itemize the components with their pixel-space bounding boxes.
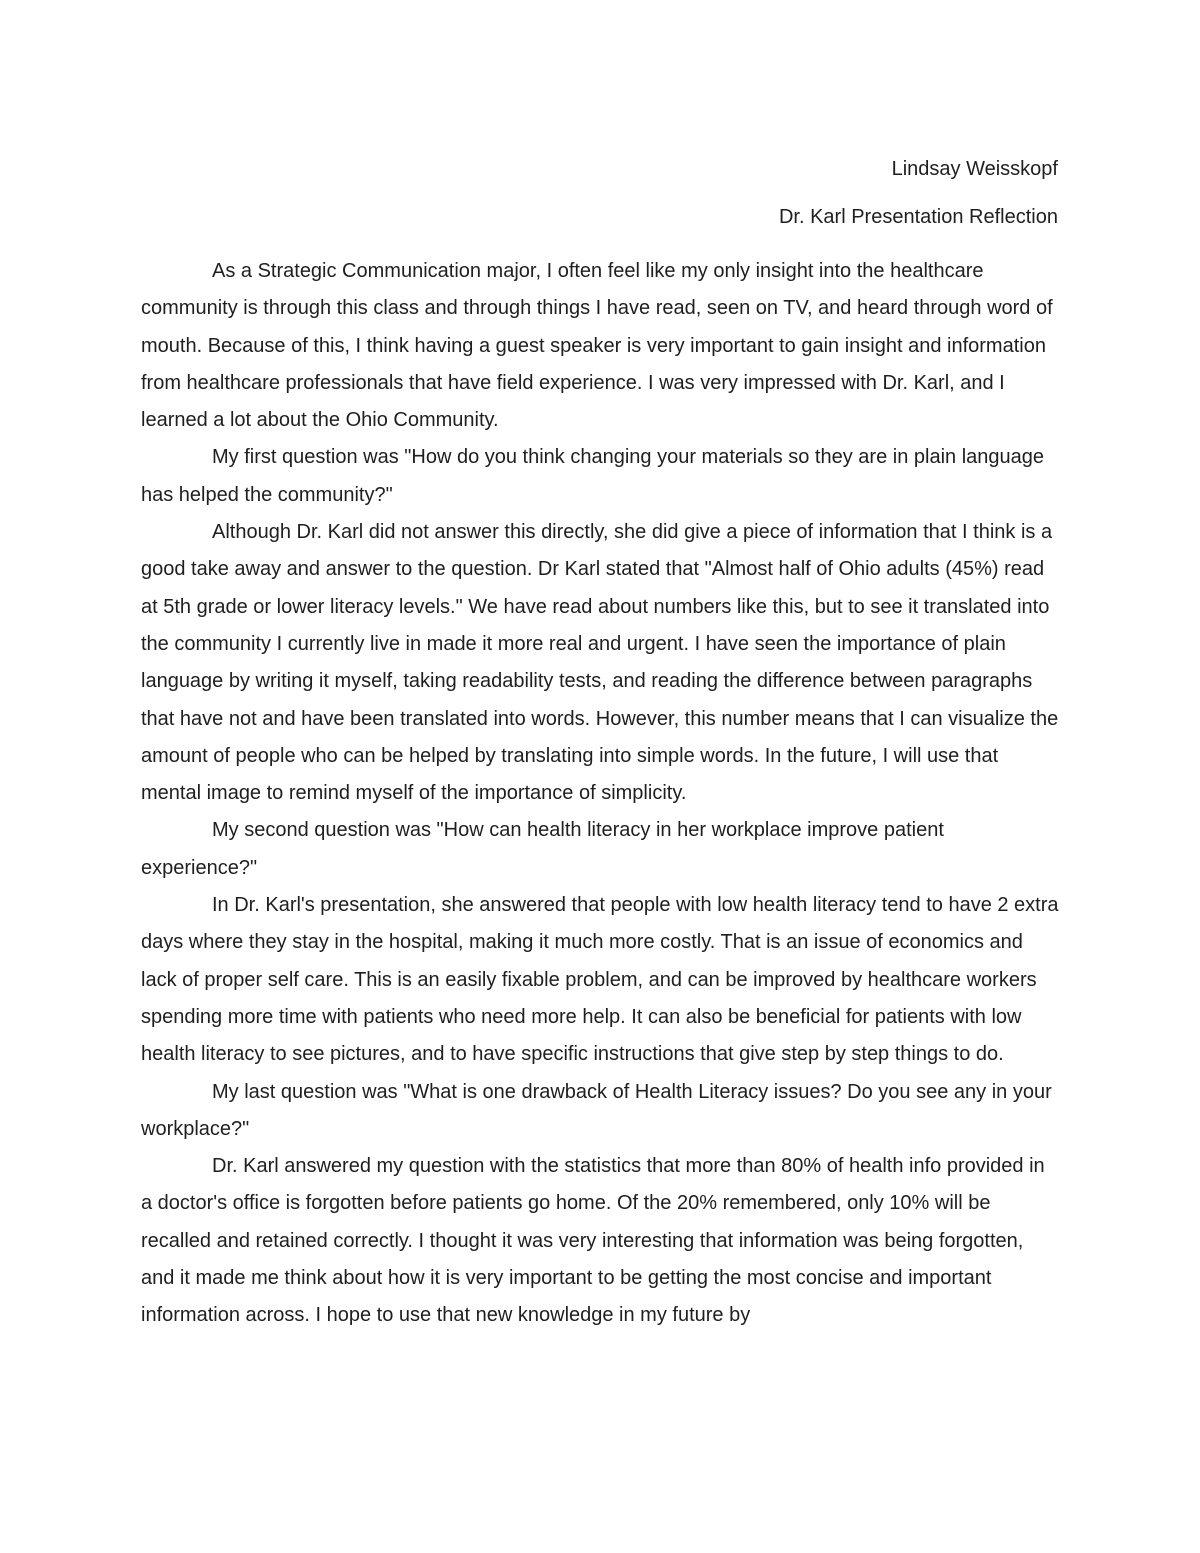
- paragraph-second-answer: In Dr. Karl's presentation, she answered that people with low health literacy tend to have 2 extra days where they stay in the hospital, making it much more costly. That is an issue of economics and lack of proper self care. This is an easily fixable problem, and can be improved by healthcare workers spending more time with patients who need more help. It can also be beneficial for patients with low health literacy to see pictures, and to have specific instructions that give step by step things to do.: [141, 894, 1059, 1066]
- paragraph-last-question: My last question was "What is one drawback of Health Literacy issues? Do you see any in your workplace?": [141, 1080, 1052, 1140]
- document-body: [141, 253, 1061, 1335]
- paragraph-intro: As a Strategic Communication major, I often feel like my only insight into the healthcare community is through this class and through things I have read, seen on TV, and heard through word of mouth. Because of this, I think having a guest speaker is very important to gain insight and information from healthcare professionals that have field experience. I was very impressed with Dr. Karl, and I learned a lot about the Ohio Community.: [141, 260, 1053, 432]
- paragraph-first-question: My first question was "How do you think changing your materials so they are in plain language has helped the community?": [141, 446, 1044, 506]
- paragraph-second-question: My second question was "How can health literacy in her workplace improve patient experience?": [141, 819, 944, 879]
- paragraph-last-answer: Dr. Karl answered my question with the statistics that more than 80% of health info provided in a doctor's office is forgotten before patients go home. Of the 20% remembered, only 10% will be recalled and retained correctly. I thought it was very interesting that information was being forgotten, and it made me think about how it is very important to be getting the most concise and important information across. I hope to use that new knowledge in my future by: [141, 1155, 1045, 1327]
- document-title: Dr. Karl Presentation Reflection: [778, 206, 1058, 228]
- author-name: Lindsay Weisskopf: [891, 158, 1058, 180]
- paragraph-first-answer: Although Dr. Karl did not answer this directly, she did give a piece of information that I think is a good take away and answer to the question. Dr Karl stated that "Almost half of Ohio adults (45%) read at 5th grade or lower literacy levels." We have read about numbers like this, but to see it translated into the community I currently live in made it more real and urgent. I have seen the importance of plain language by writing it myself, taking readability tests, and reading the difference between paragraphs that have not and have been translated into words. However, this number means that I can visualize the amount of people who can be helped by translating into simple words. In the future, I will use that mental image to remind myself of the importance of simplicity.: [141, 521, 1059, 805]
